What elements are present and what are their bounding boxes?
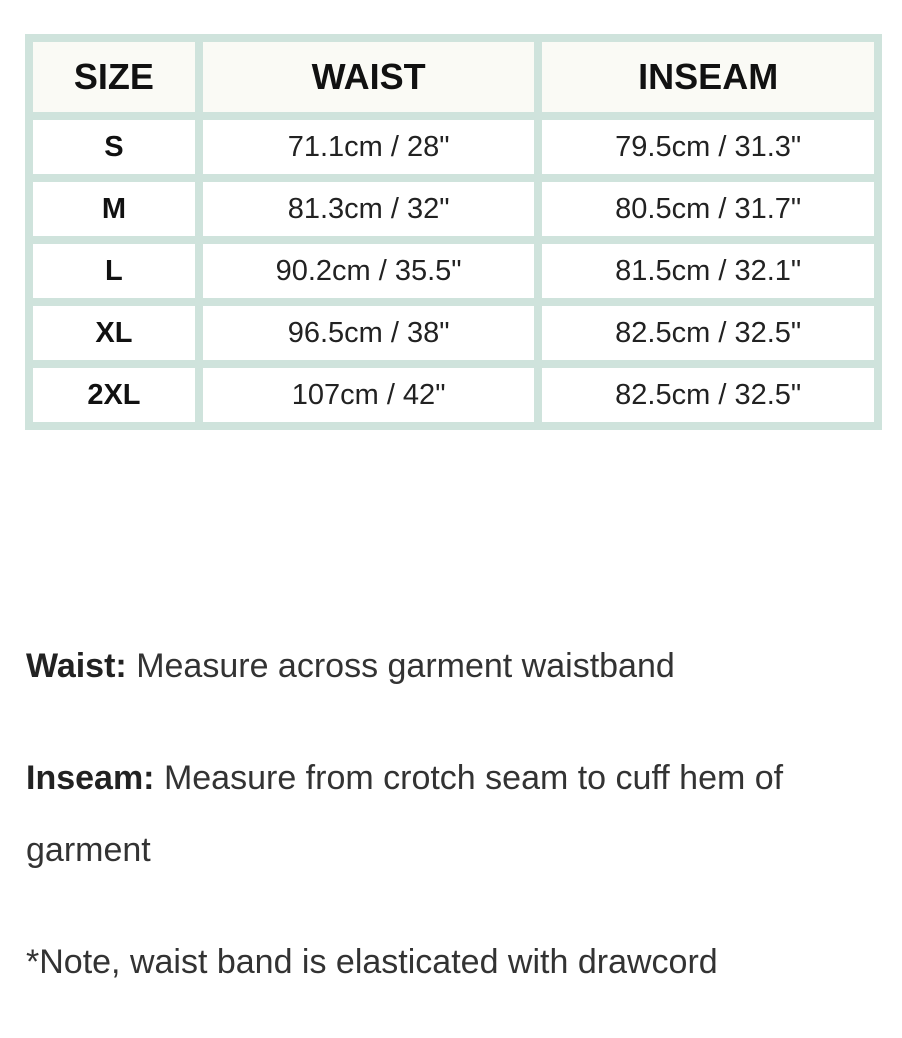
- header-size: SIZE: [29, 38, 199, 116]
- header-waist: WAIST: [199, 38, 539, 116]
- inseam-note-label: Inseam:: [26, 759, 155, 797]
- waist-cell: 71.1cm / 28": [199, 116, 539, 178]
- table-header-row: [29, 38, 878, 116]
- waist-note-label: Waist:: [26, 647, 127, 685]
- header-inseam: INSEAM: [538, 38, 878, 116]
- waist-cell: 107cm / 42": [199, 364, 539, 426]
- waist-cell: 90.2cm / 35.5": [199, 240, 539, 302]
- waist-note: [26, 630, 876, 702]
- measurement-notes: [26, 630, 876, 1038]
- size-cell: L: [29, 240, 199, 302]
- size-cell: 2XL: [29, 364, 199, 426]
- size-cell: XL: [29, 302, 199, 364]
- table-row: [29, 178, 878, 240]
- inseam-cell: 79.5cm / 31.3": [538, 116, 878, 178]
- inseam-note: [26, 742, 876, 886]
- table-row: [29, 302, 878, 364]
- table-row: [29, 240, 878, 302]
- waist-note-text: Measure across garment waistband: [126, 647, 675, 685]
- table-row: [29, 116, 878, 178]
- size-cell: M: [29, 178, 199, 240]
- inseam-cell: 80.5cm / 31.7": [538, 178, 878, 240]
- waist-cell: 96.5cm / 38": [199, 302, 539, 364]
- inseam-cell: 82.5cm / 32.5": [538, 364, 878, 426]
- table-row: [29, 364, 878, 426]
- inseam-cell: 82.5cm / 32.5": [538, 302, 878, 364]
- size-cell: S: [29, 116, 199, 178]
- size-chart-table: [25, 34, 882, 430]
- inseam-note-text: Measure from crotch seam to cuff hem of garment: [26, 759, 784, 869]
- drawcord-note: *Note, waist band is elasticated with drawcord: [26, 943, 718, 981]
- inseam-cell: 81.5cm / 32.1": [538, 240, 878, 302]
- waist-cell: 81.3cm / 32": [199, 178, 539, 240]
